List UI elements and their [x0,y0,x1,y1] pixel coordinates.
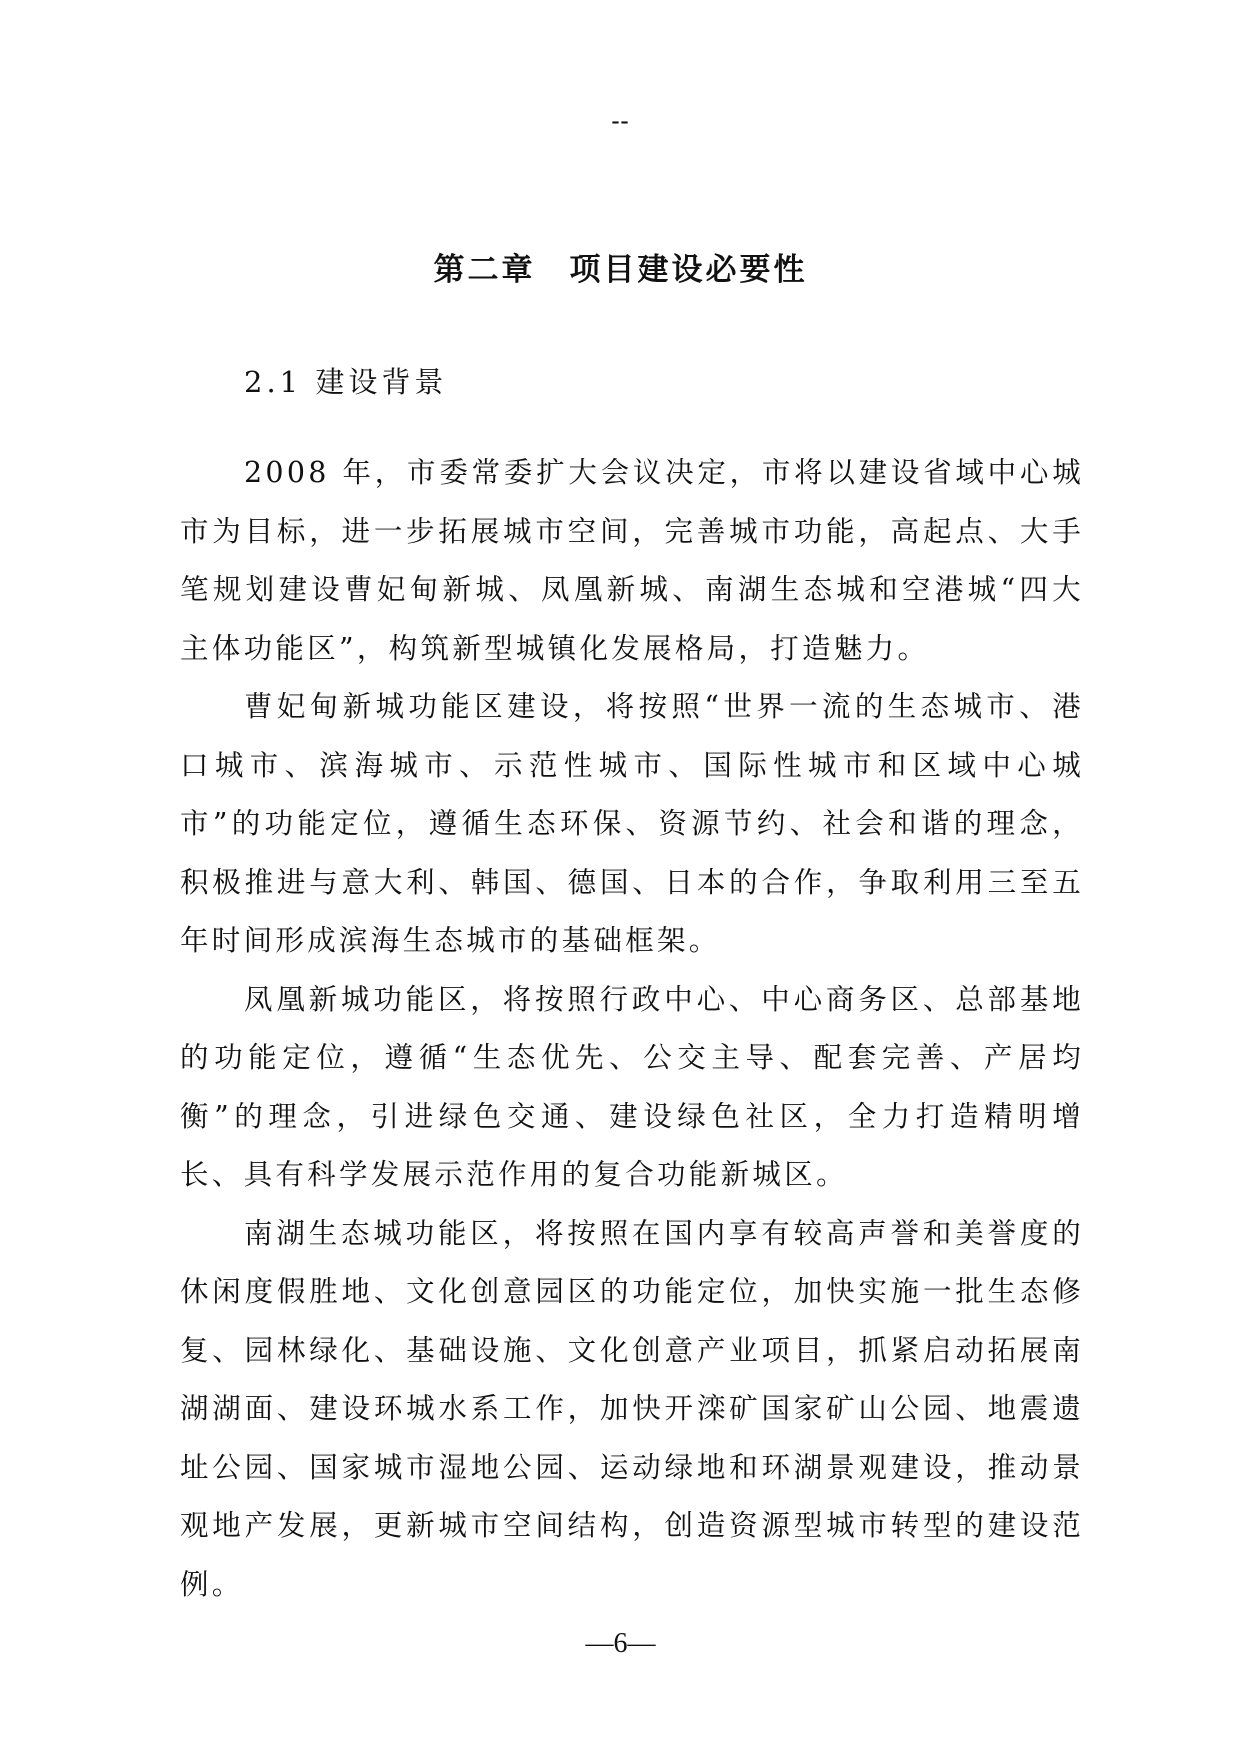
paragraph-nanhu: 南湖生态城功能区，将按照在国内享有较高声誉和美誉度的休闲度假胜地、文化创意园区的功能定位，加快实施一批生态修复、园林绿化、基础设施、文化创意产业项目，抓紧启动拓展南湖湖面、建设环城水系工作，加快开滦矿国家矿山公园、地震遗址公园、国家城市湿地公园、运动绿地和环湖景观建设，推动景观地产发展，更新城市空间结构，创造资源型城市转型的建设范例。 [180,1216,1084,1601]
paragraph-caofeidian: 曹妃甸新城功能区建设，将按照“世界一流的生态城市、港口城市、滨海城市、示范性城市、国际性城市和区域中心城市”的功能定位，遵循生态环保、资源节约、社会和谐的理念，积极推进与意大利、韩国、德国、日本的合作，争取利用三至五年时间形成滨海生态城市的基础框架。 [180,690,1084,957]
paragraph-fenghuang: 凤凰新城功能区，将按照行政中心、中心商务区、总部基地的功能定位，遵循“生态优先、公交主导、配套完善、产居均衡”的理念，引进绿色交通、建设绿色社区，全力打造精明增长、具有科学发展示范作用的复合功能新城区。 [180,982,1084,1191]
page-number: —6— [585,1628,656,1659]
section-heading: 2.1 建设背景 [244,365,448,399]
chapter-title: 第二章 项目建设必要性 [433,252,808,288]
header-mark: -- [611,108,630,134]
body-text [180,444,1084,1614]
paragraph-background-2008: 2008 年，市委常委扩大会议决定，市将以建设省域中心城市为目标，进一步拓展城市空间，完善城市功能，高起点、大手笔规划建设曹妃甸新城、凤凰新城、南湖生态城和空港城“四大主体功能区”，构筑新型城镇化发展格局，打造魅力。 [180,456,1084,665]
